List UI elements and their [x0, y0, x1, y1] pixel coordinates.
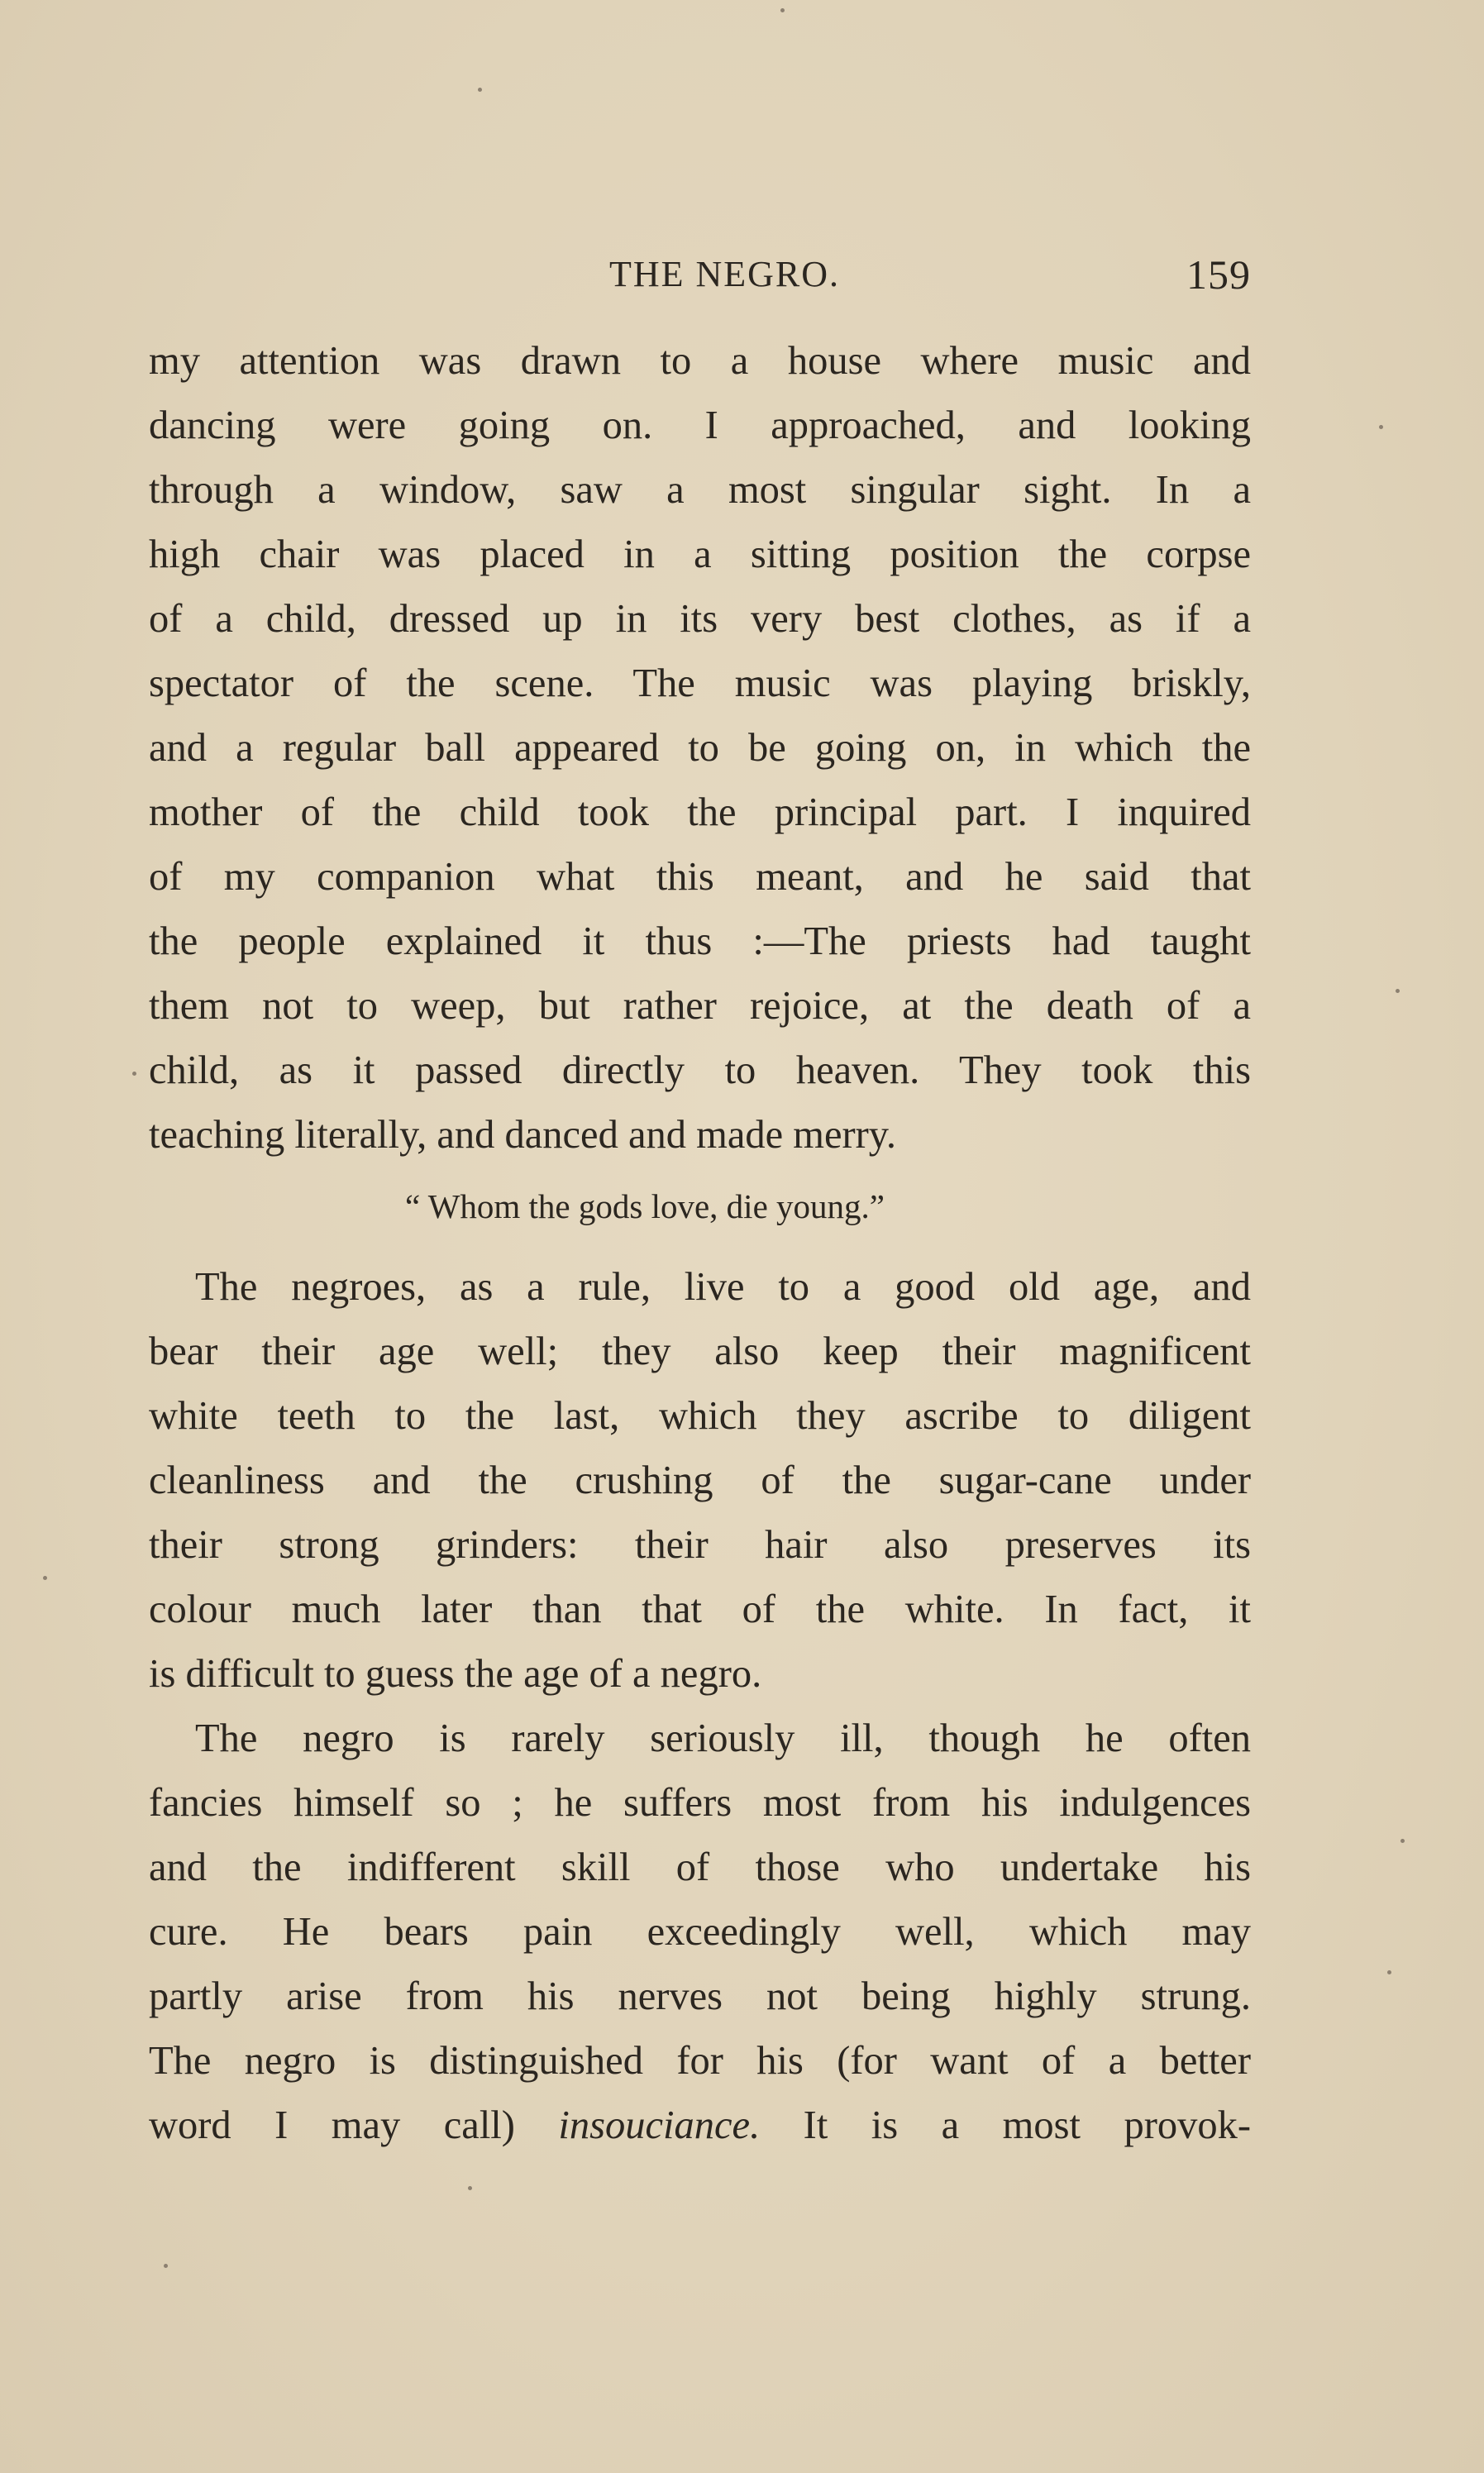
text-line: The negroes, as a rule, live to a good old age, and [195, 1265, 1251, 1309]
text-line: cleanliness and the crushing of the sugar-cane under [149, 1458, 1251, 1502]
text-line: cure. He bears pain exceedingly well, which may [149, 1910, 1251, 1954]
running-head [149, 250, 1251, 299]
text-line: them not to weep, but rather rejoice, at the death of a [149, 984, 1251, 1028]
foxing-speck [132, 1072, 136, 1076]
text-line: of a child, dressed up in its very best clothes, as if a [149, 597, 1251, 641]
text-line-final [149, 2093, 1251, 2158]
running-title: THE NEGRO. [608, 254, 841, 294]
text-line: fancies himself so ; he suffers most from his indulgences [149, 1781, 1251, 1825]
text-line: child, as it passed directly to heaven. They took this [149, 1048, 1251, 1092]
quotation: “ Whom the gods love, die young.” [405, 1187, 885, 1225]
text-line: dancing were going on. I approached, and looking [149, 403, 1251, 447]
text-line: The negro is rarely seriously ill, though he often [195, 1716, 1251, 1760]
foxing-speck [780, 8, 785, 12]
text-line: partly arise from his nerves not being highly strung. [149, 1974, 1251, 2018]
text-line: is difficult to guess the age of a negro. [149, 1652, 762, 1696]
text-line: bear their age well; they also keep their magnificent [149, 1330, 1251, 1373]
foxing-speck [468, 2186, 472, 2190]
text-fragment: It is a most provok- [760, 2103, 1251, 2147]
foxing-speck [43, 1576, 47, 1580]
text-line: and a regular ball appeared to be going on, in which the [149, 726, 1251, 770]
italic-term: insouciance. [558, 2103, 761, 2147]
text-line: teaching literally, and danced and made merry. [149, 1113, 897, 1157]
text-line: white teeth to the last, which they ascribe to diligent [149, 1394, 1251, 1438]
text-line: mother of the child took the principal part. I inquired [149, 790, 1251, 834]
text-line: colour much later than that of the white. In fact, it [149, 1587, 1251, 1631]
text-line: the people explained it thus :—The priests had taught [149, 919, 1251, 963]
text-line: and the indifferent skill of those who undertake his [149, 1845, 1251, 1889]
foxing-speck [164, 2264, 168, 2268]
foxing-speck [1387, 1970, 1391, 1974]
foxing-speck [478, 88, 482, 92]
body-text [149, 329, 1251, 2158]
text-line: through a window, saw a most singular sight. In a [149, 468, 1251, 512]
foxing-speck [1400, 1839, 1405, 1843]
foxing-speck [1379, 425, 1383, 429]
text-fragment: word I may call) [149, 2103, 559, 2147]
text-line: The negro is distinguished for his (for want of a better [149, 2039, 1251, 2083]
page-number: 159 [1186, 251, 1251, 298]
text-line: high chair was placed in a sitting position the corpse [149, 532, 1251, 576]
foxing-speck [1396, 989, 1400, 993]
text-line: their strong grinders: their hair also preserves its [149, 1523, 1251, 1567]
text-line: of my companion what this meant, and he said that [149, 855, 1251, 899]
text-line: spectator of the scene. The music was playing briskly, [149, 661, 1251, 705]
text-line: my attention was drawn to a house where music and [149, 339, 1251, 383]
